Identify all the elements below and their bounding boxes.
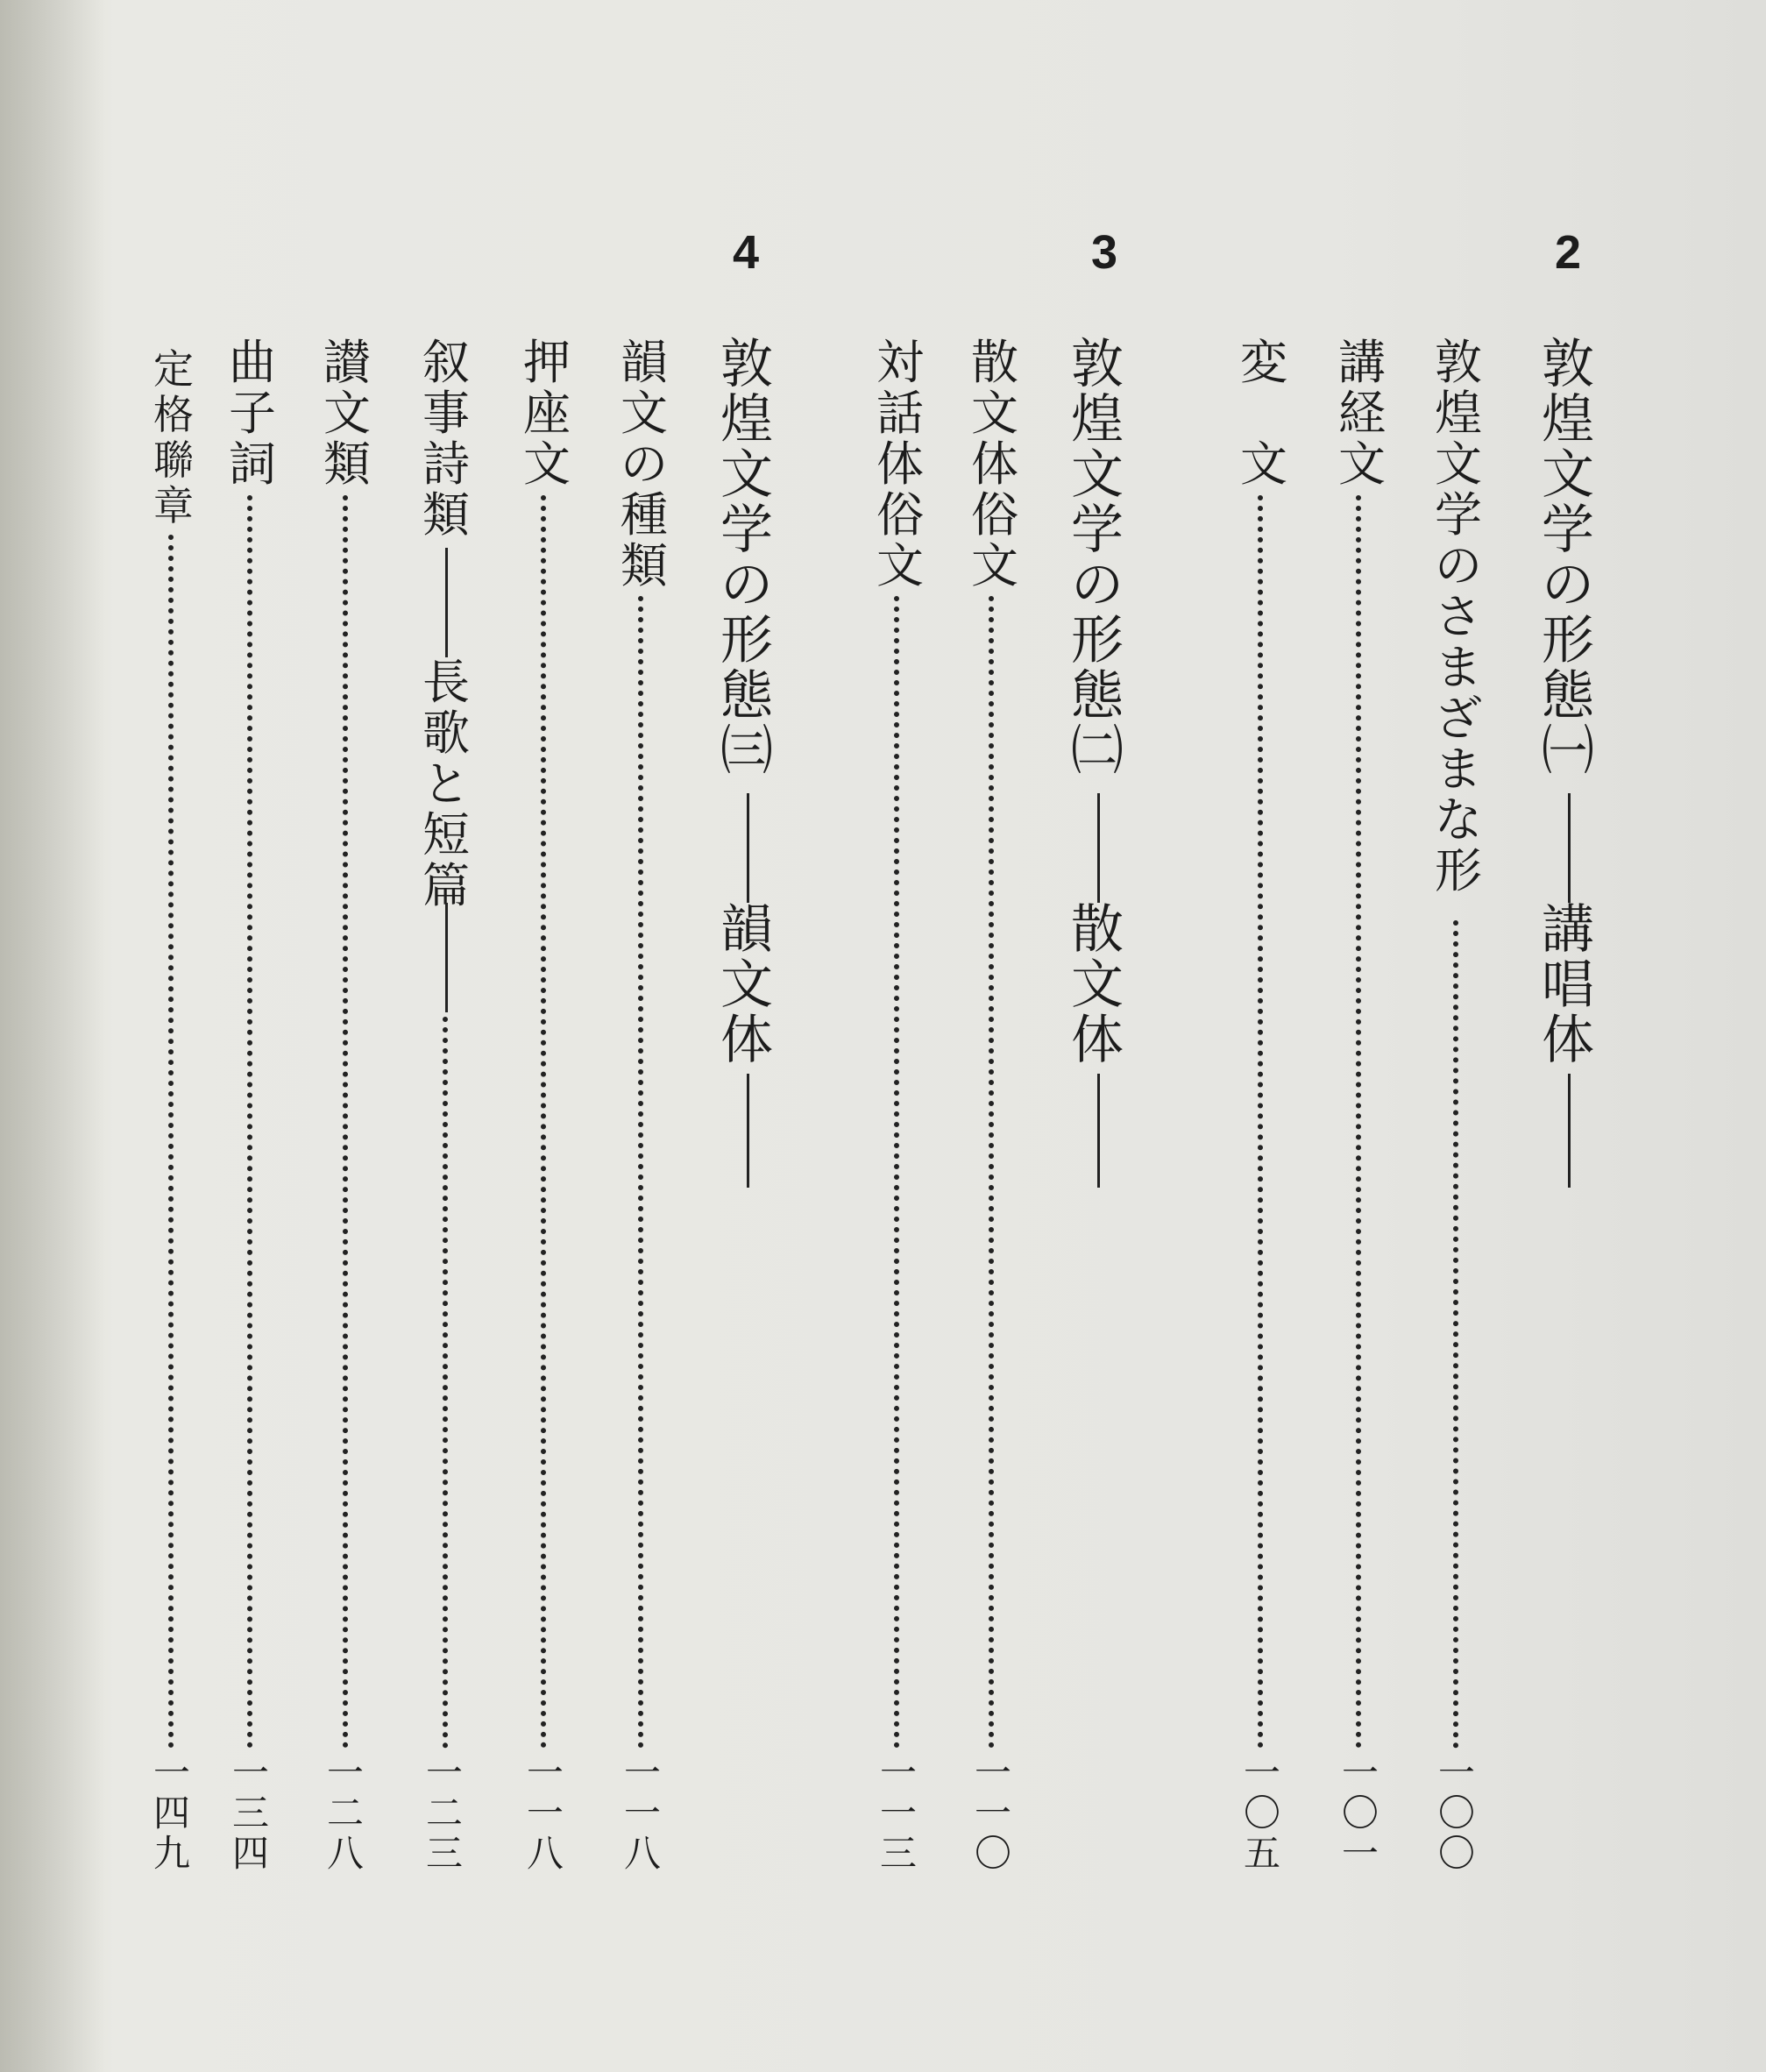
- page-number: 一 一 三: [879, 1751, 917, 1875]
- page-number: 一 二 八: [326, 1751, 364, 1875]
- page-number: 一 四 九: [152, 1751, 190, 1875]
- chapter-subtitle-wrap: [1071, 899, 1124, 1071]
- chapter-subtitle-wrap: [1542, 899, 1594, 1071]
- leader-dots: [541, 495, 551, 1749]
- leader-dots: [1453, 920, 1464, 1749]
- toc-entry-label: [1432, 337, 1485, 897]
- chapter-number-2: 2: [1554, 226, 1582, 279]
- toc-entry-label: [226, 337, 279, 490]
- em-dash: [445, 548, 448, 657]
- leader-dots: [638, 596, 649, 1749]
- em-dash: [445, 903, 448, 1012]
- toc-entry-label: [521, 337, 573, 490]
- entry-text: 定 格 聯 章: [153, 345, 194, 529]
- entry-text: 押 座 文: [523, 335, 571, 492]
- toc-entry-label: [1238, 337, 1290, 490]
- em-dash: [1097, 793, 1100, 903]
- entry-text: 敦 煌 文 学 の さ ま ざ ま な 形: [1435, 335, 1482, 898]
- leader-dots: [989, 596, 999, 1749]
- entry-text: 散 文 体 俗 文: [971, 335, 1018, 593]
- em-dash: [1568, 1074, 1571, 1188]
- page-number: 一 〇 〇: [1437, 1751, 1475, 1875]
- toc-entry-label: [1336, 337, 1388, 490]
- leader-dots: [247, 495, 258, 1749]
- entry-text: 叙 事 詩 類: [422, 335, 470, 543]
- leader-dots: [443, 1017, 453, 1749]
- em-dash: [747, 793, 749, 903]
- chapter-subtitle: 講 唱 体: [1542, 899, 1594, 1071]
- toc-entry-label: [618, 337, 670, 592]
- entry-text: 曲 子 詞: [229, 335, 276, 492]
- book-gutter-shadow: [0, 0, 105, 2072]
- toc-entry-label: [420, 337, 472, 541]
- chapter-subtitle: 散 文 体: [1071, 899, 1124, 1071]
- leader-dots: [343, 495, 353, 1749]
- entry-subtext: 長 歌 と 短 篇: [422, 655, 470, 913]
- em-dash: [1568, 793, 1571, 903]
- entry-text: 讃 文 類: [323, 335, 371, 492]
- toc-entry-label: [874, 337, 926, 592]
- em-dash: [747, 1074, 749, 1188]
- toc-entry-label: [147, 346, 200, 529]
- chapter-number-4: 4: [732, 226, 760, 279]
- chapter-heading: [1542, 334, 1594, 782]
- entry-text: 対 話 体 俗 文: [876, 335, 924, 593]
- em-dash: [1097, 1074, 1100, 1188]
- entry-text: 変 文: [1240, 335, 1287, 492]
- chapter-subtitle: 韻 文 体: [720, 899, 773, 1071]
- entry-text: 韻 文 の 種 類: [621, 335, 668, 593]
- chapter-title: 敦 煌 文 学 の 形 態 ㈢: [720, 334, 773, 782]
- chapter-heading: [720, 334, 773, 782]
- leader-dots: [894, 596, 904, 1749]
- page-number: 一 二 三: [425, 1751, 463, 1875]
- toc-entry-sublabel: [420, 657, 472, 912]
- page-number: 一 〇 五: [1243, 1751, 1280, 1875]
- chapter-title: 敦 煌 文 学 の 形 態 ㈠: [1542, 334, 1594, 782]
- page-number: 一 一 〇: [974, 1751, 1011, 1875]
- page-number: 一 三 四: [231, 1751, 269, 1875]
- chapter-number-3: 3: [1090, 226, 1118, 279]
- leader-dots: [1356, 495, 1366, 1749]
- leader-dots: [1258, 495, 1268, 1749]
- chapter-title: 敦 煌 文 学 の 形 態 ㈡: [1071, 334, 1124, 782]
- toc-entry-label: [321, 337, 373, 490]
- page-number: 一 一 八: [526, 1751, 564, 1875]
- entry-text: 講 経 文: [1338, 335, 1386, 492]
- leader-dots: [168, 535, 179, 1749]
- chapter-subtitle-wrap: [720, 899, 773, 1071]
- toc-entry-label: [968, 337, 1021, 592]
- chapter-heading: [1071, 334, 1124, 782]
- page-number: 一 〇 一: [1341, 1751, 1379, 1875]
- page-number: 一 一 八: [623, 1751, 661, 1875]
